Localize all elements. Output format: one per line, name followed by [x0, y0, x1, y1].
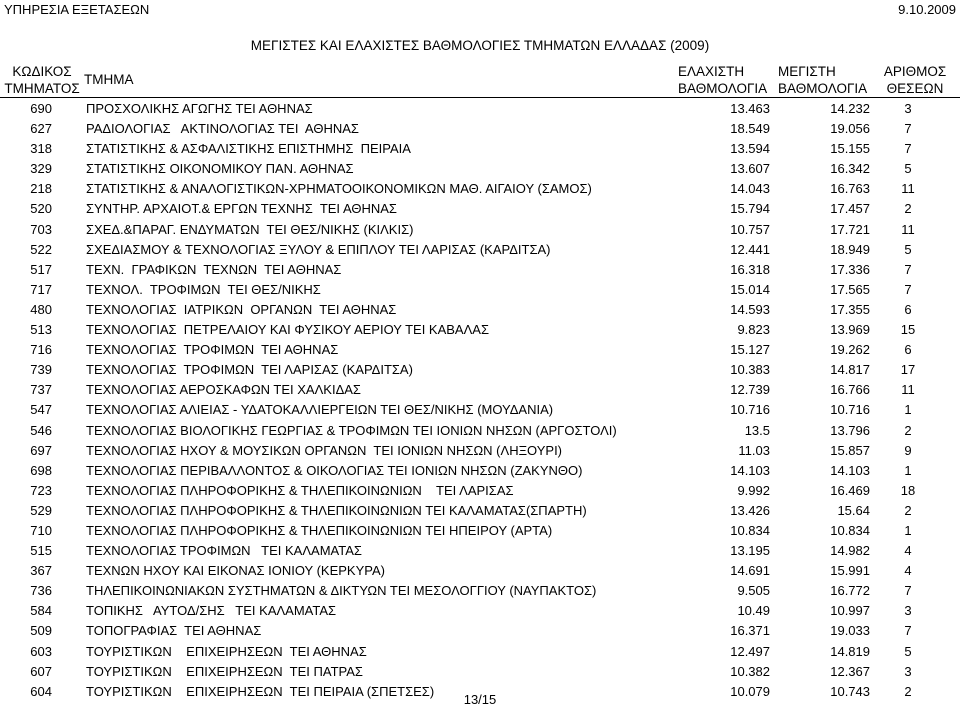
table-row: [0, 340, 960, 360]
table-row: [0, 199, 960, 219]
page-number: 13/15: [463, 692, 497, 707]
column-header-department: ΤΜΗΜΑ: [84, 72, 134, 87]
cell-min-score: 13.5: [744, 422, 770, 438]
table-row: [0, 421, 960, 441]
cell-code: 604: [30, 683, 52, 699]
column-header-seats: ΑΡΙΘΜΟΣ ΘΕΣΕΩΝ: [883, 64, 947, 96]
table-row: [0, 621, 960, 641]
cell-department: ΡΑΔΙΟΛΟΓΙΑΣ ΑΚΤΙΝΟΛΟΓΙΑΣ ΤΕΙ ΑΘΗΝΑΣ: [86, 121, 359, 137]
cell-code: 318: [30, 141, 52, 157]
column-header-min-score: ΕΛΑΧΙΣΤΗ ΒΑΘΜΟΛΟΓΙΑ: [678, 64, 768, 96]
cell-max-score: 14.817: [830, 362, 870, 378]
table-row: [0, 99, 960, 119]
cell-max-score: 10.834: [830, 522, 870, 538]
cell-seats: 4: [904, 563, 912, 579]
cell-min-score: 12.441: [730, 241, 770, 257]
cell-seats: 6: [904, 301, 912, 317]
cell-min-score: 9.505: [737, 583, 770, 599]
cell-code: 515: [30, 543, 52, 559]
cell-code: 739: [30, 362, 52, 378]
document-date: 9.10.2009: [898, 2, 956, 17]
cell-min-score: 10.757: [730, 221, 770, 237]
cell-max-score: 10.997: [830, 603, 870, 619]
cell-min-score: 11.03: [738, 442, 770, 458]
cell-code: 520: [30, 201, 52, 217]
cell-department: ΤΕΧΝΟΛΟΓΙΑΣ ΙΑΤΡΙΚΩΝ ΟΡΓΑΝΩΝ ΤΕΙ ΑΘΗΝΑΣ: [86, 301, 397, 317]
cell-max-score: 15.64: [837, 502, 870, 518]
table-row: [0, 662, 960, 682]
cell-department: ΤΕΧΝΟΛΟΓΙΑΣ ΒΙΟΛΟΓΙΚΗΣ ΓΕΩΡΓΙΑΣ & ΤΡΟΦΙΜΩΝ ΤΕΙ ΙΟΝΙΩΝ ΝΗΣΩΝ (ΑΡΓΟΣΤΟΛΙ): [86, 422, 617, 438]
cell-code: 703: [30, 221, 52, 237]
cell-code: 627: [30, 121, 52, 137]
cell-code: 329: [30, 161, 52, 177]
table-row: [0, 280, 960, 300]
cell-max-score: 16.766: [830, 382, 870, 398]
cell-min-score: 16.371: [730, 623, 770, 639]
cell-seats: 15: [900, 322, 916, 338]
cell-min-score: 18.549: [730, 121, 770, 137]
cell-code: 603: [30, 643, 52, 659]
cell-code: 736: [30, 583, 52, 599]
cell-seats: 9: [904, 442, 912, 458]
cell-seats: 3: [904, 101, 912, 116]
cell-min-score: 13.195: [730, 543, 770, 559]
cell-department: ΣΧΕΔ.&ΠΑΡΑΓ. ΕΝΔΥΜΑΤΩΝ ΤΕΙ ΘΕΣ/ΝΙΚΗΣ (ΚΙΛΚΙΣ): [86, 221, 414, 237]
cell-seats: 5: [904, 241, 912, 257]
cell-min-score: 9.992: [737, 482, 770, 498]
cell-department: ΤΕΧΝΟΛΟΓΙΑΣ ΑΛΙΕΙΑΣ - ΥΔΑΤΟΚΑΛΛΙΕΡΓΕΙΩΝ ΤΕΙ ΘΕΣ/ΝΙΚΗΣ (ΜΟΥΔΑΝΙΑ): [86, 402, 554, 418]
cell-max-score: 15.155: [830, 141, 870, 157]
cell-min-score: 10.382: [730, 663, 770, 679]
cell-min-score: 14.043: [730, 181, 770, 197]
cell-code: 698: [30, 462, 52, 478]
cell-department: ΤΕΧΝ. ΓΡΑΦΙΚΩΝ ΤΕΧΝΩΝ ΤΕΙ ΑΘΗΝΑΣ: [86, 261, 342, 277]
cell-max-score: 13.796: [830, 422, 870, 438]
cell-seats: 1: [904, 402, 912, 418]
service-name: ΥΠΗΡΕΣΙΑ ΕΞΕΤΑΣΕΩΝ: [4, 2, 150, 17]
cell-max-score: 14.982: [830, 543, 870, 559]
table-row: [0, 441, 960, 461]
cell-code: 723: [30, 482, 52, 498]
cell-min-score: 10.383: [730, 362, 770, 378]
cell-seats: 3: [904, 663, 912, 679]
table-row: [0, 260, 960, 280]
cell-department: ΤΗΛΕΠΙΚΟΙΝΩΝΙΑΚΩΝ ΣΥΣΤΗΜΑΤΩΝ & ΔΙΚΤΥΩΝ ΤΕΙ ΜΕΣΟΛΟΓΓΙΟΥ (ΝΑΥΠΑΚΤΟΣ): [86, 583, 597, 599]
table-row: [0, 360, 960, 380]
table-row: [0, 179, 960, 199]
table-row: [0, 119, 960, 139]
table-row: [0, 461, 960, 481]
cell-min-score: 13.426: [730, 502, 770, 518]
cell-seats: 1: [904, 462, 912, 478]
table-row: [0, 541, 960, 561]
header-divider: [0, 97, 960, 98]
table-row: [0, 159, 960, 179]
cell-seats: 7: [904, 141, 912, 157]
cell-seats: 4: [904, 543, 912, 559]
cell-department: ΤΕΧΝΩΝ ΗΧΟΥ ΚΑΙ ΕΙΚΟΝΑΣ ΙΟΝΙΟΥ (ΚΕΡΚΥΡΑ): [86, 563, 385, 579]
cell-max-score: 17.721: [830, 221, 870, 237]
cell-department: ΤΕΧΝΟΛΟΓΙΑΣ ΤΡΟΦΙΜΩΝ ΤΕΙ ΛΑΡΙΣΑΣ (ΚΑΡΔΙΤΣΑ): [86, 362, 413, 378]
cell-min-score: 10.834: [730, 522, 770, 538]
cell-department: ΣΥΝΤΗΡ. ΑΡΧΑΙΟΤ.& ΕΡΓΩΝ ΤΕΧΝΗΣ ΤΕΙ ΑΘΗΝΑΣ: [86, 201, 397, 217]
cell-department: ΤΕΧΝΟΛΟΓΙΑΣ ΠΕΡΙΒΑΛΛΟΝΤΟΣ & ΟΙΚΟΛΟΓΙΑΣ ΤΕΙ ΙΟΝΙΩΝ ΝΗΣΩΝ (ΖΑΚΥΝΘΟ): [86, 462, 583, 478]
cell-max-score: 10.743: [830, 683, 870, 699]
cell-max-score: 14.103: [830, 462, 870, 478]
cell-department: ΤΕΧΝΟΛΟΓΙΑΣ ΠΛΗΡΟΦΟΡΙΚΗΣ & ΤΗΛΕΠΙΚΟΙΝΩΝΙΩΝ ΤΕΙ ΚΑΛΑΜΑΤΑΣ(ΣΠΑΡΤΗ): [86, 502, 587, 518]
cell-seats: 2: [904, 683, 912, 699]
cell-department: ΤΟΥΡΙΣΤΙΚΩΝ ΕΠΙΧΕΙΡΗΣΕΩΝ ΤΕΙ ΑΘΗΝΑΣ: [86, 643, 367, 659]
cell-seats: 5: [904, 643, 912, 659]
cell-min-score: 14.691: [730, 563, 770, 579]
cell-seats: 11: [901, 221, 915, 237]
page-title: ΜΕΓΙΣΤΕΣ ΚΑΙ ΕΛΑΧΙΣΤΕΣ ΒΑΘΜΟΛΟΓΙΕΣ ΤΜΗΜΑΤΩΝ ΕΛΛΑΔΑΣ (2009): [250, 38, 710, 53]
cell-department: ΣΤΑΤΙΣΤΙΚΗΣ & ΑΣΦΑΛΙΣΤΙΚΗΣ ΕΠΙΣΤΗΜΗΣ ΠΕΙΡΑΙΑ: [86, 141, 411, 157]
cell-code: 513: [30, 322, 52, 338]
cell-min-score: 10.49: [737, 603, 770, 619]
cell-department: ΤΟΠΟΓΡΑΦΙΑΣ ΤΕΙ ΑΘΗΝΑΣ: [86, 623, 262, 639]
table-row: [0, 561, 960, 581]
cell-max-score: 14.232: [830, 101, 870, 116]
cell-department: ΤΕΧΝΟΛΟΓΙΑΣ ΤΡΟΦΙΜΩΝ ΤΕΙ ΚΑΛΑΜΑΤΑΣ: [86, 543, 362, 559]
cell-department: ΤΕΧΝΟΛΟΓΙΑΣ ΤΡΟΦΙΜΩΝ ΤΕΙ ΑΘΗΝΑΣ: [86, 342, 339, 358]
cell-department: ΣΧΕΔΙΑΣΜΟΥ & ΤΕΧΝΟΛΟΓΙΑΣ ΞΥΛΟΥ & ΕΠΙΠΛΟΥ ΤΕΙ ΛΑΡΙΣΑΣ (ΚΑΡΔΙΤΣΑ): [86, 241, 551, 257]
cell-seats: 11: [901, 382, 915, 398]
cell-department: ΤΕΧΝΟΛΟΓΙΑΣ ΠΛΗΡΟΦΟΡΙΚΗΣ & ΤΗΛΕΠΙΚΟΙΝΩΝΙΩΝ ΤΕΙ ΛΑΡΙΣΑΣ: [86, 482, 514, 498]
cell-min-score: 14.103: [730, 462, 770, 478]
cell-max-score: 12.367: [830, 663, 870, 679]
cell-min-score: 10.079: [730, 683, 770, 699]
cell-code: 529: [30, 502, 52, 518]
table-row: [0, 521, 960, 541]
cell-department: ΤΕΧΝΟΛΟΓΙΑΣ ΑΕΡΟΣΚΑΦΩΝ ΤΕΙ ΧΑΛΚΙΔΑΣ: [86, 382, 361, 398]
cell-code: 480: [30, 301, 52, 317]
cell-code: 546: [30, 422, 52, 438]
table-row: [0, 501, 960, 521]
column-header-max-score: ΜΕΓΙΣΤΗ ΒΑΘΜΟΛΟΓΙΑ: [778, 64, 868, 96]
cell-seats: 5: [904, 161, 912, 177]
cell-seats: 2: [904, 201, 912, 217]
cell-max-score: 14.819: [830, 643, 870, 659]
table-row: [0, 220, 960, 240]
cell-min-score: 13.463: [730, 101, 770, 116]
cell-max-score: 16.342: [830, 161, 870, 177]
cell-code: 737: [30, 382, 52, 398]
table-row: [0, 380, 960, 400]
cell-seats: 7: [904, 261, 912, 277]
table-row: [0, 300, 960, 320]
cell-code: 522: [30, 241, 52, 257]
cell-max-score: 17.355: [830, 301, 870, 317]
table-row: [0, 581, 960, 601]
cell-max-score: 19.033: [830, 623, 870, 639]
table-row: [0, 139, 960, 159]
table-row: [0, 481, 960, 501]
score-table: [0, 99, 960, 702]
cell-max-score: 10.716: [830, 402, 870, 418]
cell-code: 697: [30, 442, 52, 458]
cell-max-score: 19.262: [830, 342, 870, 358]
cell-max-score: 17.565: [830, 281, 870, 297]
cell-seats: 2: [904, 422, 912, 438]
cell-max-score: 17.336: [830, 261, 870, 277]
cell-department: ΤΟΥΡΙΣΤΙΚΩΝ ΕΠΙΧΕΙΡΗΣΕΩΝ ΤΕΙ ΠΕΙΡΑΙΑ (ΣΠΕΤΣΕΣ): [86, 683, 435, 699]
table-row: [0, 320, 960, 340]
cell-min-score: 16.318: [730, 261, 770, 277]
cell-department: ΤΕΧΝΟΛΟΓΙΑΣ ΗΧΟΥ & ΜΟΥΣΙΚΩΝ ΟΡΓΑΝΩΝ ΤΕΙ ΙΟΝΙΩΝ ΝΗΣΩΝ (ΛΗΞΟΥΡΙ): [86, 442, 563, 458]
cell-code: 710: [30, 522, 52, 538]
cell-min-score: 13.607: [730, 161, 770, 177]
cell-max-score: 16.763: [830, 181, 870, 197]
cell-code: 690: [30, 101, 52, 116]
cell-max-score: 13.969: [830, 322, 870, 338]
cell-seats: 7: [904, 121, 912, 137]
cell-min-score: 9.823: [737, 322, 770, 338]
cell-min-score: 15.794: [730, 201, 770, 217]
cell-department: ΣΤΑΤΙΣΤΙΚΗΣ ΟΙΚΟΝΟΜΙΚΟΥ ΠΑΝ. ΑΘΗΝΑΣ: [86, 161, 354, 177]
cell-code: 517: [30, 261, 52, 277]
cell-min-score: 10.716: [730, 402, 770, 418]
cell-seats: 6: [904, 342, 912, 358]
cell-department: ΤΕΧΝΟΛΟΓΙΑΣ ΠΛΗΡΟΦΟΡΙΚΗΣ & ΤΗΛΕΠΙΚΟΙΝΩΝΙΩΝ ΤΕΙ ΗΠΕΙΡΟΥ (ΑΡΤΑ): [86, 522, 553, 538]
cell-code: 717: [30, 281, 52, 297]
cell-min-score: 15.127: [730, 342, 770, 358]
cell-min-score: 12.739: [730, 382, 770, 398]
cell-max-score: 18.949: [830, 241, 870, 257]
table-row: [0, 642, 960, 662]
cell-seats: 11: [901, 181, 915, 197]
cell-code: 716: [30, 342, 52, 358]
cell-code: 218: [30, 181, 52, 197]
cell-min-score: 13.594: [730, 141, 770, 157]
table-row: [0, 601, 960, 621]
cell-seats: 7: [904, 281, 912, 297]
cell-max-score: 15.857: [830, 442, 870, 458]
cell-seats: 1: [904, 522, 912, 538]
cell-seats: 7: [904, 623, 912, 639]
cell-min-score: 15.014: [730, 281, 770, 297]
cell-max-score: 17.457: [830, 201, 870, 217]
cell-max-score: 19.056: [830, 121, 870, 137]
column-header-code: ΚΩΔΙΚΟΣ ΤΜΗΜΑΤΟΣ: [4, 64, 80, 96]
cell-department: ΤΟΥΡΙΣΤΙΚΩΝ ΕΠΙΧΕΙΡΗΣΕΩΝ ΤΕΙ ΠΑΤΡΑΣ: [86, 663, 363, 679]
cell-seats: 17: [900, 362, 916, 378]
cell-seats: 7: [904, 583, 912, 599]
cell-min-score: 14.593: [730, 301, 770, 317]
cell-code: 509: [30, 623, 52, 639]
cell-department: ΤΟΠΙΚΗΣ ΑΥΤΟΔ/ΣΗΣ ΤΕΙ ΚΑΛΑΜΑΤΑΣ: [86, 603, 337, 619]
cell-code: 547: [30, 402, 52, 418]
cell-department: ΤΕΧΝΟΛ. ΤΡΟΦΙΜΩΝ ΤΕΙ ΘΕΣ/ΝΙΚΗΣ: [86, 281, 321, 297]
cell-min-score: 12.497: [730, 643, 770, 659]
table-row: [0, 400, 960, 420]
cell-department: ΤΕΧΝΟΛΟΓΙΑΣ ΠΕΤΡΕΛΑΙΟΥ ΚΑΙ ΦΥΣΙΚΟΥ ΑΕΡΙΟΥ ΤΕΙ ΚΑΒΑΛΑΣ: [86, 322, 489, 338]
cell-seats: 2: [904, 502, 912, 518]
cell-max-score: 15.991: [830, 563, 870, 579]
cell-code: 584: [30, 603, 52, 619]
cell-max-score: 16.772: [830, 583, 870, 599]
cell-max-score: 16.469: [830, 482, 870, 498]
cell-department: ΠΡΟΣΧΟΛΙΚΗΣ ΑΓΩΓΗΣ ΤΕΙ ΑΘΗΝΑΣ: [86, 101, 313, 116]
cell-seats: 18: [900, 482, 916, 498]
cell-department: ΣΤΑΤΙΣΤΙΚΗΣ & ΑΝΑΛΟΓΙΣΤΙΚΩΝ-ΧΡΗΜΑΤΟΟΙΚΟΝΟΜΙΚΩΝ ΜΑΘ. ΑΙΓΑΙΟΥ (ΣΑΜΟΣ): [86, 181, 592, 197]
cell-seats: 3: [904, 603, 912, 619]
cell-code: 367: [30, 563, 52, 579]
table-row: [0, 240, 960, 260]
cell-code: 607: [30, 663, 52, 679]
